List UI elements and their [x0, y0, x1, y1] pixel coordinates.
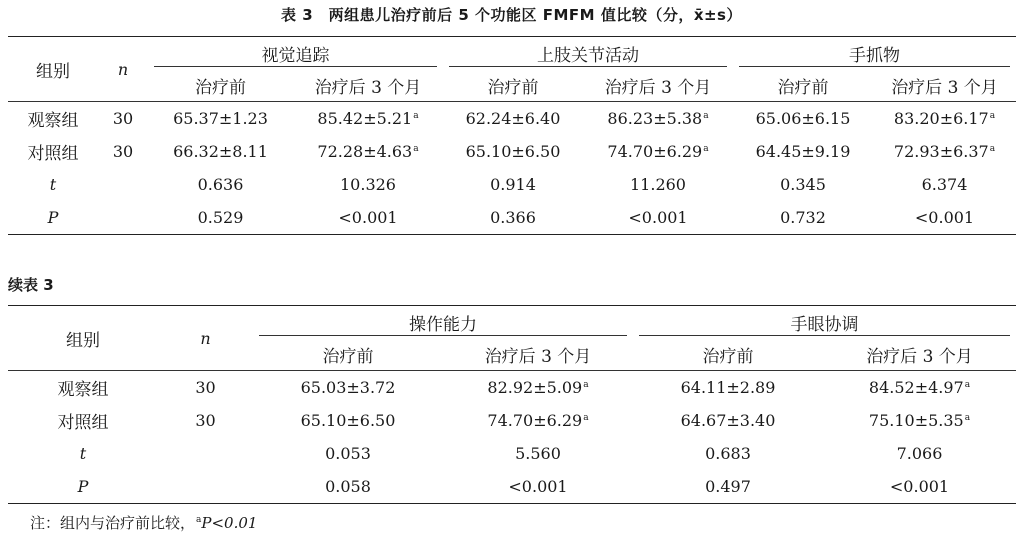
col-header-n: n: [98, 37, 148, 102]
cell-value: 10.326: [340, 175, 396, 194]
group-header-hand-eye: 手眼协调: [633, 306, 1016, 340]
sub-header-before: 治疗前: [443, 70, 583, 102]
table-cell: [873, 102, 1016, 136]
table-row: [8, 168, 1016, 201]
col-header-group: 组别: [8, 37, 98, 102]
cell-value: 0.053: [325, 444, 371, 463]
table-cell: [148, 135, 293, 168]
cell-value: 82.92±5.09: [487, 378, 583, 397]
cell-value: 74.70±6.29: [607, 142, 703, 161]
table-row: [8, 437, 1016, 470]
table-cell: [733, 201, 873, 235]
table-cell: [253, 371, 443, 405]
cell-value: 72.93±6.37: [893, 142, 989, 161]
table-cell: [443, 437, 633, 470]
cell-value: 0.914: [490, 175, 536, 194]
cell-superscript: a: [703, 110, 709, 121]
row-n: 30: [112, 142, 134, 161]
table-row: [8, 371, 1016, 405]
cell-value: 66.32±8.11: [173, 142, 268, 161]
footnote-rest: P<0.01: [201, 514, 258, 532]
cell-value: 6.374: [921, 175, 968, 194]
cell-value: 0.683: [705, 444, 751, 463]
table-cell: [733, 168, 873, 201]
group-header-grasp: 手抓物: [733, 37, 1016, 71]
sub-header-after: 治疗后 3 个月: [583, 70, 733, 102]
fmfm-table-2: [8, 305, 1016, 504]
table-cell: [148, 168, 293, 201]
table-caption: 表 3 两组患儿治疗前后 5 个功能区 FMFM 值比较（分，x̄±s）: [280, 6, 742, 24]
cell-value: 65.10±6.50: [300, 411, 396, 430]
cell-superscript: a: [989, 110, 996, 121]
table-cell: [148, 201, 293, 235]
table-row: [8, 201, 1016, 235]
table-cell: [443, 168, 583, 201]
group-header-upper-limb: 上肢关节活动: [443, 37, 733, 71]
table-row: [8, 135, 1016, 168]
row-n: [158, 437, 253, 470]
cell-value: 5.560: [515, 444, 561, 463]
group-header-visual-tracking: 视觉追踪: [148, 37, 443, 71]
cell-value: <0.001: [914, 208, 975, 227]
table-cell: [873, 168, 1016, 201]
cell-superscript: a: [964, 412, 971, 423]
row-n: 30: [195, 411, 216, 430]
footnote: [30, 512, 257, 533]
sub-header-after: 治疗后 3 个月: [293, 70, 443, 102]
cell-value: 0.732: [780, 208, 826, 227]
footnote-prefix: 注：组内与治疗前比较，: [30, 514, 196, 532]
group-header-operation: 操作能力: [253, 306, 633, 340]
cell-value: 65.10±6.50: [465, 142, 561, 161]
row-n: [98, 201, 148, 235]
cell-value: 65.03±3.72: [300, 378, 396, 397]
col-header-n: n: [158, 306, 253, 371]
cell-value: 86.23±5.38: [607, 109, 703, 128]
cell-value: 11.260: [630, 175, 686, 194]
table-cell: [583, 201, 733, 235]
cell-value: 72.28±4.63: [317, 142, 413, 161]
sub-header-after: 治疗后 3 个月: [443, 339, 633, 371]
table-cell: [873, 201, 1016, 235]
row-label: 观察组: [27, 111, 79, 131]
col-header-group: 组别: [8, 306, 158, 371]
table-cell: [253, 437, 443, 470]
table-row: [8, 404, 1016, 437]
cell-value: 0.636: [197, 175, 244, 194]
table-cell: [443, 470, 633, 504]
cell-value: 74.70±6.29: [487, 411, 583, 430]
cell-value: 0.058: [325, 477, 371, 496]
table-cell: [253, 470, 443, 504]
table-cell: [583, 168, 733, 201]
table-cell: [823, 371, 1016, 405]
table-cell: [443, 201, 583, 235]
table-cell: [293, 168, 443, 201]
sub-header-before: 治疗前: [733, 70, 873, 102]
cell-value: 83.20±6.17: [893, 109, 989, 128]
row-label: t: [49, 175, 57, 194]
cell-value: <0.001: [628, 208, 688, 227]
table-cell: [583, 102, 733, 136]
row-label: 观察组: [57, 380, 109, 400]
table-cell: [443, 102, 583, 136]
table-cell: [823, 437, 1016, 470]
cell-superscript: a: [583, 379, 589, 390]
table-row: [8, 102, 1016, 136]
row-label: 对照组: [27, 144, 79, 164]
sub-header-after: 治疗后 3 个月: [823, 339, 1016, 371]
table-cell: [733, 135, 873, 168]
table-cell: [633, 371, 823, 405]
row-label: 对照组: [57, 413, 109, 433]
row-n: 30: [112, 109, 134, 128]
table-cell: [148, 102, 293, 136]
table-body: [8, 102, 1016, 235]
table-cell: [293, 201, 443, 235]
cell-superscript: a: [413, 143, 419, 154]
cell-value: 0.345: [780, 175, 826, 194]
cell-value: 62.24±6.40: [465, 109, 561, 128]
cell-superscript: a: [583, 412, 589, 423]
row-label: P: [47, 208, 59, 227]
cell-value: 0.529: [197, 208, 244, 227]
cell-value: <0.001: [338, 208, 398, 227]
table-cell: [443, 371, 633, 405]
table-cell: [823, 470, 1016, 504]
table-cell: [583, 135, 733, 168]
cell-value: 84.52±4.97: [868, 378, 964, 397]
cell-superscript: a: [964, 379, 971, 390]
cell-value: <0.001: [889, 477, 950, 496]
sub-header-after: 治疗后 3 个月: [873, 70, 1016, 102]
cell-value: 64.67±3.40: [680, 411, 776, 430]
table-cell: [633, 404, 823, 437]
table-cell: [873, 135, 1016, 168]
cell-value: 85.42±5.21: [317, 109, 413, 128]
cell-value: 64.45±9.19: [755, 142, 851, 161]
table-cell: [293, 135, 443, 168]
table-cell: [733, 102, 873, 136]
cell-value: 0.366: [490, 208, 536, 227]
row-n: [158, 470, 253, 504]
cell-value: <0.001: [508, 477, 568, 496]
row-n: 30: [195, 378, 216, 397]
footnote-sup: a: [196, 515, 202, 525]
table-cell: [443, 404, 633, 437]
cell-superscript: a: [989, 143, 996, 154]
cell-value: 65.37±1.23: [173, 109, 268, 128]
table-cell: [253, 404, 443, 437]
cell-superscript: a: [703, 143, 709, 154]
sub-header-before: 治疗前: [148, 70, 293, 102]
row-label: t: [79, 444, 87, 463]
cell-value: 65.06±6.15: [755, 109, 851, 128]
table-cell: [823, 404, 1016, 437]
cell-value: 0.497: [705, 477, 751, 496]
cell-value: 64.11±2.89: [680, 378, 776, 397]
table-cell: [633, 470, 823, 504]
table-cell: [633, 437, 823, 470]
table-cell: [293, 102, 443, 136]
table-cell: [443, 135, 583, 168]
fmfm-table-1: [8, 36, 1016, 235]
sub-header-before: 治疗前: [633, 339, 823, 371]
table-row: [8, 470, 1016, 504]
cell-superscript: a: [413, 110, 419, 121]
row-n: [98, 168, 148, 201]
cell-value: 75.10±5.35: [868, 411, 964, 430]
table-body: [8, 371, 1016, 504]
row-label: P: [77, 477, 89, 496]
cell-value: 7.066: [896, 444, 943, 463]
continued-label: 续表 3: [8, 276, 54, 294]
sub-header-before: 治疗前: [253, 339, 443, 371]
